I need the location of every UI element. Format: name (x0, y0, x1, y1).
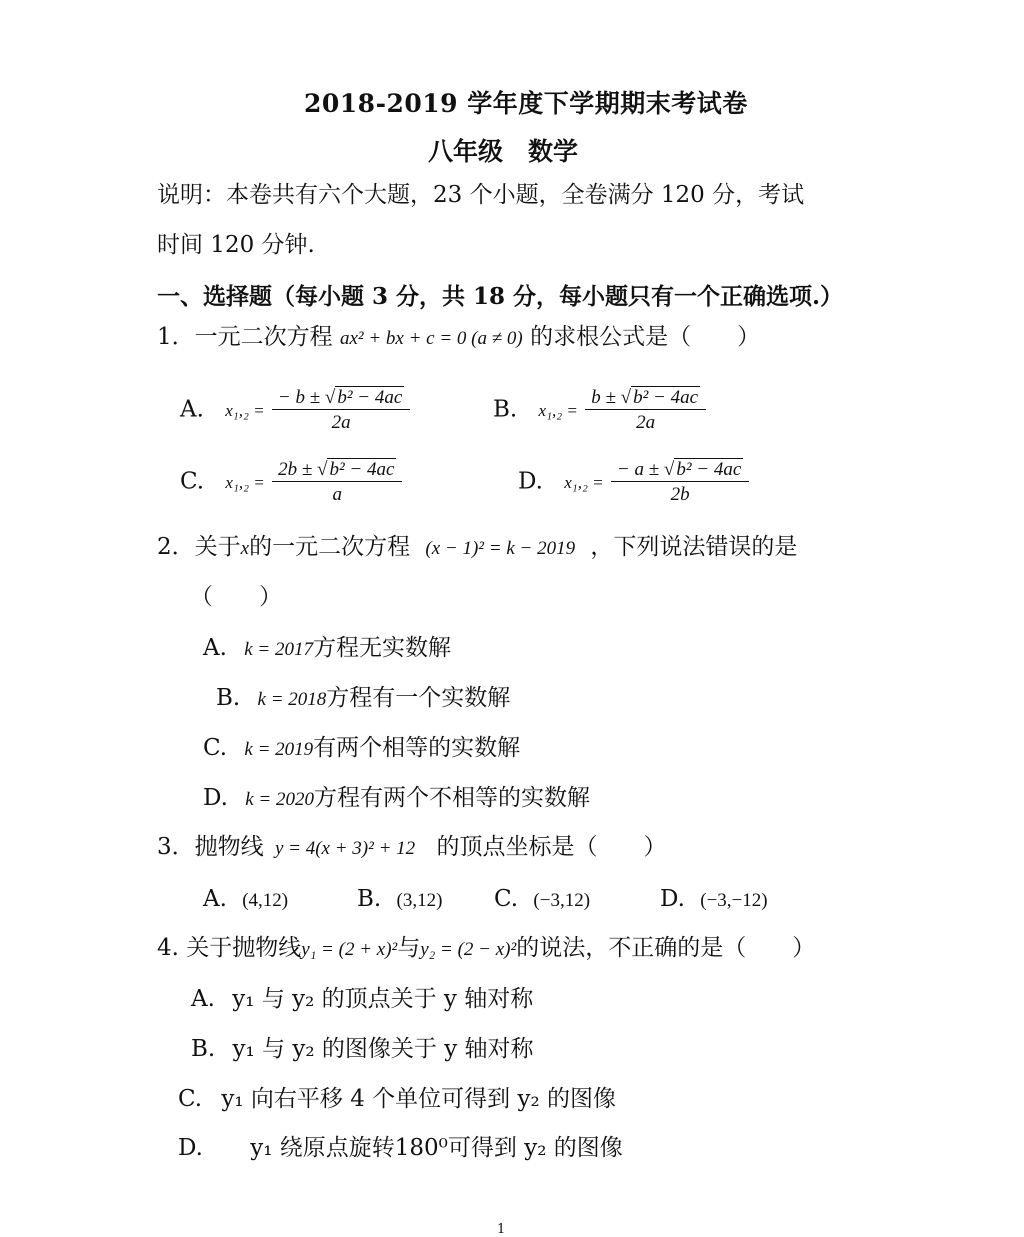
q2-option-c (203, 737, 520, 760)
q3-suffix: 的顶点坐标是（ ） (436, 834, 667, 860)
option-label: B. (493, 396, 518, 423)
q2-equation: (x − 1)² = k − 2019 (425, 538, 576, 559)
q1-option-d (518, 460, 749, 504)
option-label: B. (216, 685, 241, 711)
question-3 (157, 836, 666, 859)
q4-suffix: 的说法，不正确的是（ ） (516, 935, 816, 961)
option-math: k = 2020 (245, 789, 315, 810)
q1-suffix: 的求根公式是（ ） (530, 324, 761, 350)
q4-option-b (191, 1038, 534, 1061)
q1-equation: ax² + bx + c = 0 (a ≠ 0) (339, 328, 523, 349)
option-text: 方程有两个不相等的实数解 (314, 785, 591, 811)
option-label: A. (191, 986, 215, 1012)
option-label: D. (518, 468, 543, 495)
option-math: k = 2019 (244, 739, 314, 760)
intro-line-1: 说明：本卷共有六个大题，23 个小题，全卷满分 120 分，考试 (157, 182, 805, 208)
option-lhs: x₁,₂ = (564, 472, 604, 492)
q2-mid: 的一元二次方程 (249, 534, 411, 560)
option-value: (4,12) (242, 890, 289, 911)
option-text: y₁ 绕原点旋转180⁰可得到 y₂ 的图像 (250, 1135, 623, 1161)
denominator: 2a (331, 412, 351, 433)
q4-and: 与 (397, 935, 421, 961)
option-label: B. (191, 1036, 216, 1062)
option-text: 方程无实数解 (313, 635, 451, 661)
radicand: b² − 4ac (633, 387, 699, 408)
option-label: D. (178, 1135, 203, 1161)
q3-option-a (203, 888, 288, 911)
option-value: (3,12) (396, 890, 443, 911)
q3-option-b (357, 888, 442, 911)
numerator-prefix: − a ± (616, 459, 660, 480)
q2-option-a (203, 637, 451, 660)
option-text: 方程有一个实数解 (326, 685, 511, 711)
section-heading: 一、选择题（每小题 3 分，共 18 分，每小题只有一个正确选项.） (157, 283, 844, 310)
option-label: A. (180, 396, 204, 423)
option-label: C. (203, 735, 228, 761)
option-math: k = 2018 (257, 689, 327, 710)
q4-equation-1: y₁ = (2 + x)² (301, 939, 398, 960)
numerator-prefix: 2b ± (278, 459, 313, 480)
option-label: C. (178, 1086, 203, 1112)
option-label: A. (203, 635, 227, 661)
denominator: 2b (670, 484, 690, 505)
q2-variable: x (240, 538, 250, 559)
q1-option-c (180, 460, 402, 504)
q1-option-a (180, 388, 410, 432)
denominator: 2a (636, 412, 656, 433)
q4-equation-2: y₂ = (2 − x)² (420, 939, 517, 960)
numerator-prefix: b ± (591, 387, 616, 408)
option-text: y₁ 与 y₂ 的图像关于 y 轴对称 (232, 1036, 534, 1062)
denominator: a (332, 484, 342, 505)
radicand: b² − 4ac (337, 387, 403, 408)
q2-option-d (203, 787, 590, 810)
exam-title: 2018-2019 学年度下学期期末考试卷 (304, 89, 748, 118)
q1-prefix: 1．一元二次方程 (157, 324, 333, 350)
q3-option-d (660, 888, 768, 911)
option-label: D. (660, 886, 685, 912)
radicand: b² − 4ac (676, 459, 742, 480)
option-lhs: x₁,₂ = (225, 400, 265, 420)
option-label: C. (180, 468, 205, 495)
formula-fraction: $\frac{\text{− b ± √ b² − 4ac}}{2a}$ (272, 388, 410, 432)
option-label: D. (203, 785, 228, 811)
option-label: B. (357, 886, 382, 912)
exam-subtitle: 八年级 数学 (428, 137, 579, 166)
question-2 (157, 536, 797, 559)
q2-suffix: ，下列说法错误的是 (590, 534, 798, 560)
option-label: C. (494, 886, 519, 912)
formula-fraction: $\frac{\text{b ± √ b² − 4ac}}{2a}$ (585, 388, 706, 432)
q4-option-c (178, 1088, 616, 1111)
option-lhs: x₁,₂ = (538, 400, 578, 420)
question-4 (157, 937, 815, 960)
formula-fraction: $\frac{\text{2b ± √ b² − 4ac}}{a}$ (272, 460, 402, 504)
q4-option-d (178, 1137, 623, 1160)
q1-option-b (493, 388, 706, 432)
numerator-prefix: − b ± (277, 387, 321, 408)
intro-line-2: 时间 120 分钟. (157, 232, 315, 258)
q3-option-c (494, 888, 590, 911)
q2-answer-paren: （ ） (190, 584, 282, 610)
page-number: 1 (497, 1222, 506, 1237)
option-lhs: x₁,₂ = (225, 472, 265, 492)
q3-prefix: 3．抛物线 (157, 834, 264, 860)
option-value: (−3,12) (533, 890, 591, 911)
q4-option-a (191, 988, 533, 1011)
option-value: (−3,−12) (700, 890, 768, 911)
radicand: b² − 4ac (329, 459, 395, 480)
option-label: A. (203, 886, 227, 912)
q4-prefix: 4. 关于抛物线 (157, 935, 302, 961)
option-text: 有两个相等的实数解 (313, 735, 521, 761)
q3-equation: y = 4(x + 3)² + 12 (274, 838, 416, 859)
option-text: y₁ 与 y₂ 的顶点关于 y 轴对称 (232, 986, 534, 1012)
option-math: k = 2017 (244, 639, 313, 660)
formula-fraction: $\frac{\text{− a ± √ b² − 4ac}}{2b}$ (611, 460, 749, 504)
q2-option-b (216, 687, 510, 710)
q2-prefix: 2．关于 (157, 534, 241, 560)
option-text: y₁ 向右平移 4 个单位可得到 y₂ 的图像 (221, 1086, 617, 1112)
question-1 (157, 326, 760, 349)
